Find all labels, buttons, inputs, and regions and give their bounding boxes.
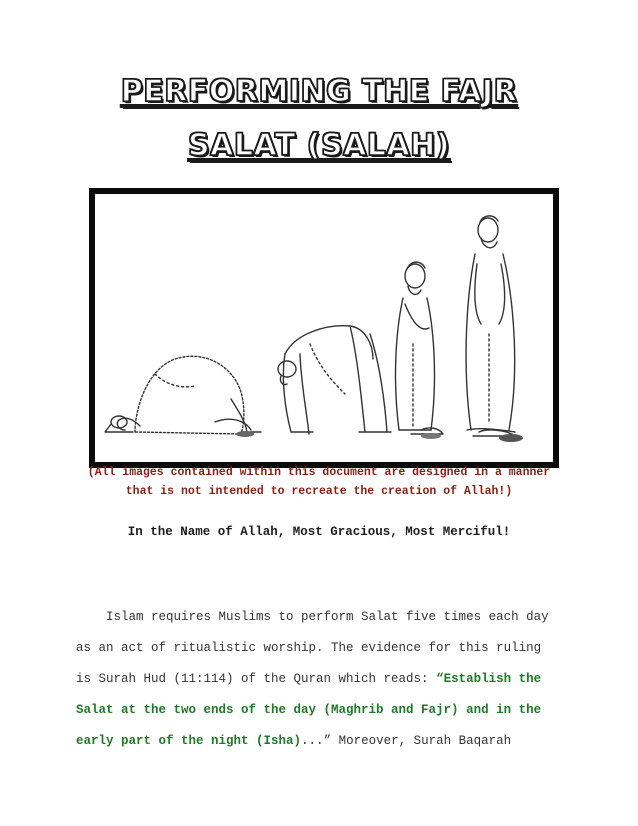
bismillah-heading: In the Name of Allah, Most Gracious, Most Merciful! (127, 525, 511, 539)
paragraph-line-3-text: is Surah Hud (11:114) of the Quran which reads: (76, 672, 437, 686)
paragraph-line-5 (76, 726, 566, 757)
ruku-figure (278, 326, 391, 434)
qiyam-figure (396, 262, 443, 434)
document-title-line-2: SALAT (SALAH) (188, 128, 450, 163)
paragraph-line-3 (76, 664, 566, 695)
prayer-positions-illustration (95, 194, 553, 462)
quran-quote-end: early part of the night (Isha) (76, 734, 302, 748)
caption-line-1: (All images contained within this document are designed in a manner (87, 466, 551, 479)
quran-quote-line: Salat at the two ends of the day (Maghrib and Fajr) and in the (76, 703, 542, 717)
image-disclaimer-caption (64, 463, 574, 501)
paragraph-line-1: Islam requires Muslims to perform Salat five times each day (76, 610, 549, 624)
prayer-illustration-frame (89, 188, 559, 468)
quran-quote-start: “Establish the (436, 672, 542, 686)
sujud-figure (105, 356, 261, 434)
body-paragraph (76, 602, 566, 757)
caption-line-2: that is not intended to recreate the creation of Allah!) (125, 485, 513, 498)
document-title-line-1: PERFORMING THE FAJR (120, 74, 518, 109)
ellipsis: ... (301, 734, 324, 748)
standing-figure (466, 216, 515, 436)
paragraph-line-2: as an act of ritualistic worship. The evidence for this ruling (76, 641, 542, 655)
paragraph-line-5-text: ” Moreover, Surah Baqarah (323, 734, 512, 748)
